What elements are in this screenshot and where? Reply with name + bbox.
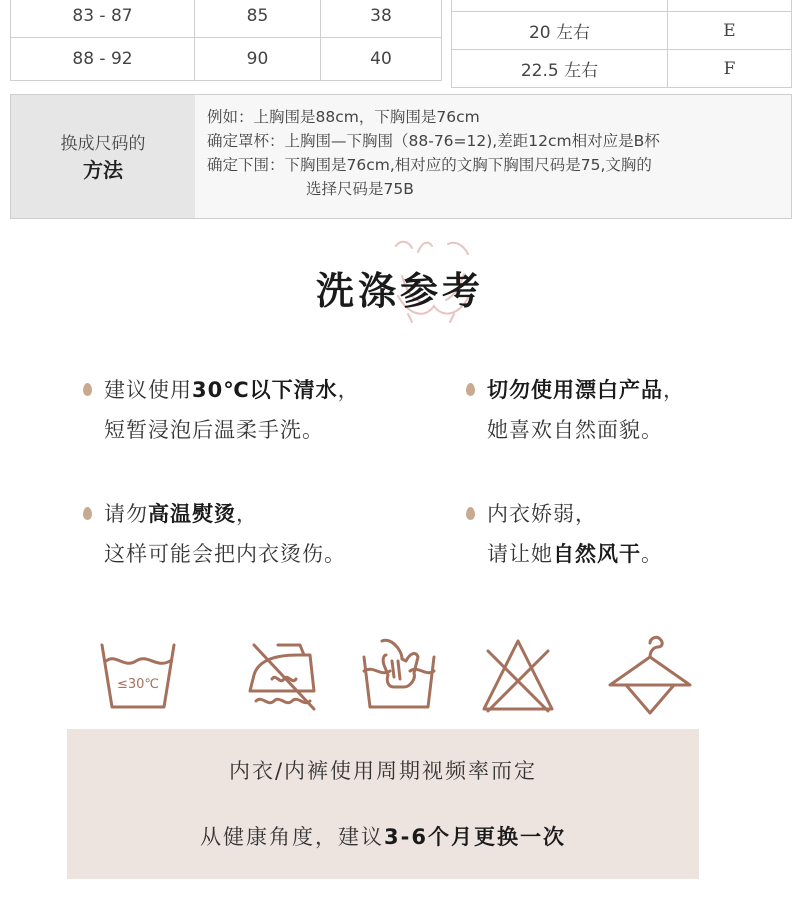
- tip-text: ，: [236, 502, 258, 526]
- table-row: [452, 0, 792, 12]
- size-table-right: [451, 0, 792, 88]
- table-cell: 83 - 87: [11, 0, 195, 38]
- no-iron-icon: [244, 635, 322, 715]
- tip-text: ，: [337, 378, 360, 402]
- method-line: 选择尺码是75B: [306, 180, 414, 198]
- tip-line2: 她喜欢自然面貌。: [487, 418, 663, 442]
- method-label-line1: 换成尺码的: [60, 133, 146, 154]
- tip-line2: 短暂浸泡后温柔手洗。: [104, 418, 324, 442]
- drop-icon: [83, 507, 92, 520]
- wash-30-icon: [98, 635, 178, 715]
- wash-title: 洗涤参考: [315, 269, 484, 313]
- table-cell: F: [668, 50, 792, 88]
- table-row: [452, 50, 792, 88]
- tip-text: 。: [641, 542, 663, 566]
- size-table-left: [10, 0, 442, 81]
- method-line: 确定下围：下胸围是76cm,相对应的文胸下胸围尺码是75,文胸的: [207, 156, 652, 174]
- method-body: [195, 95, 791, 218]
- tip-text: 建议使用: [104, 378, 192, 402]
- tip-line2: 这样可能会把内衣烫伤。: [104, 542, 346, 566]
- table-cell: 85: [195, 0, 321, 38]
- table-cell: 88 - 92: [11, 38, 195, 81]
- table-cell: 38: [321, 0, 442, 38]
- wash-tip: [466, 494, 663, 574]
- tip-text: 内衣娇弱，: [487, 502, 597, 526]
- size-method-box: [10, 94, 792, 219]
- drop-icon: [466, 507, 475, 520]
- table-cell: [668, 0, 792, 12]
- drop-icon: [466, 383, 475, 396]
- tip-text: ，: [663, 378, 685, 402]
- wash-tip: [83, 494, 346, 574]
- hang-dry-icon: [606, 635, 696, 715]
- tip-text: 请让她: [487, 542, 553, 566]
- table-cell: 20 左右: [452, 12, 668, 50]
- table-cell: 40: [321, 38, 442, 81]
- table-cell: [452, 0, 668, 12]
- no-bleach-icon: [478, 635, 558, 715]
- table-cell: E: [668, 12, 792, 50]
- tip-bold: 切勿使用漂白产品: [487, 378, 663, 402]
- tip-bold: 自然风干: [553, 542, 641, 566]
- method-line: 例如：上胸围是88cm，下胸围是76cm: [207, 108, 480, 126]
- table-cell: 22.5 左右: [452, 50, 668, 88]
- tip-bold: 30℃以下清水: [192, 378, 338, 402]
- method-label: [11, 95, 195, 218]
- method-label-line2: 方法: [83, 157, 123, 182]
- table-cell: 90: [195, 38, 321, 81]
- replace-note: [67, 821, 699, 851]
- hand-wash-icon: [360, 635, 438, 715]
- table-row: [11, 0, 442, 38]
- method-line: 确定罩杯：上胸围—下胸围（88-76=12),差距12cm相对应是B杯: [207, 132, 660, 150]
- replace-text: 从健康角度，建议: [200, 825, 385, 849]
- tip-text: 请勿: [104, 502, 148, 526]
- wash-tip: [83, 370, 360, 450]
- drop-icon: [83, 383, 92, 396]
- usage-note: 内衣/内裤使用周期视频率而定: [228, 759, 538, 783]
- table-row: [11, 38, 442, 81]
- replacement-box: [67, 729, 699, 879]
- tip-bold: 高温熨烫: [148, 502, 236, 526]
- wash-tip: [466, 370, 685, 450]
- temp-label: ≤30℃: [116, 677, 160, 692]
- replace-bold: 3-6个月更换一次: [384, 825, 566, 849]
- table-row: [452, 12, 792, 50]
